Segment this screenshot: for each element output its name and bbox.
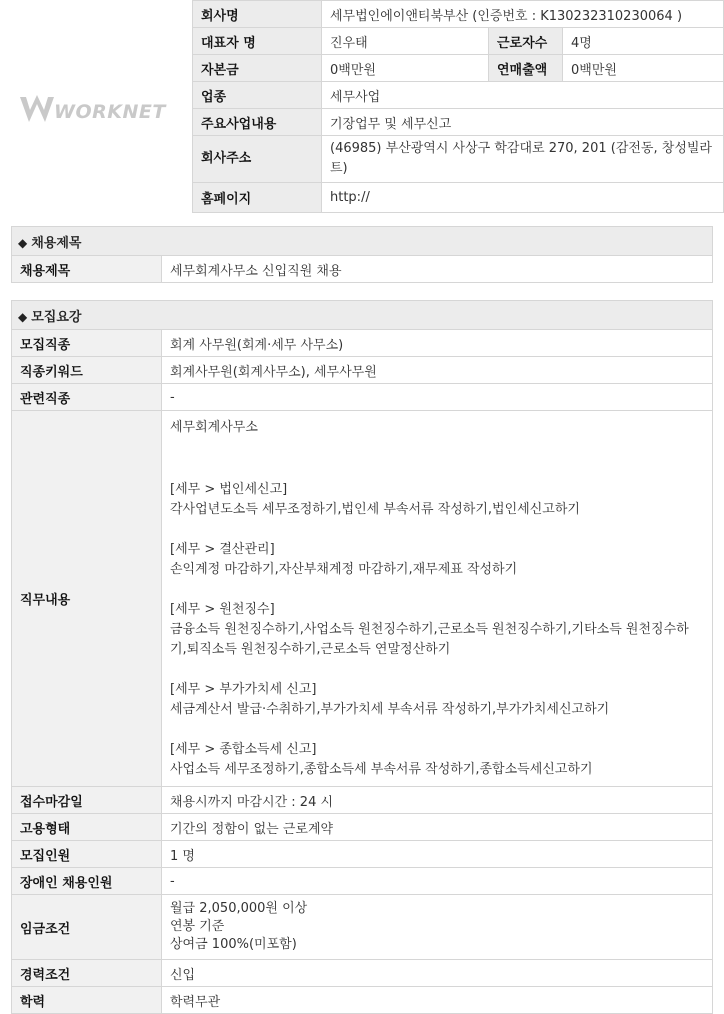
duty-content xyxy=(162,411,713,787)
recruit-title-label: 채용제목 xyxy=(12,256,162,283)
requirements-header-text: 모집요강 xyxy=(31,309,82,325)
sales-value: 0백만원 xyxy=(563,55,724,82)
duty-heading: [세무 > 법인세신고] xyxy=(170,482,288,497)
headcount-label: 모집인원 xyxy=(12,841,162,868)
duty-text: 세금계산서 발급·수취하기,부가가치세 부속서류 작성하기,부가가치세신고하기 xyxy=(170,702,610,717)
duty-heading: [세무 > 종합소득세 신고] xyxy=(170,742,317,757)
duty-block xyxy=(170,680,704,720)
business-label: 주요사업내용 xyxy=(193,109,322,136)
diamond-bullet-icon: ◆ xyxy=(18,235,28,250)
business-value: 기장업무 및 세무신고 xyxy=(322,109,724,136)
worknet-logo xyxy=(14,88,168,130)
related-job-value: - xyxy=(162,384,713,411)
keyword-label: 직종키워드 xyxy=(12,357,162,384)
industry-value: 세무사업 xyxy=(322,82,724,109)
duty-block xyxy=(170,480,704,520)
duty-text: 각사업년도소득 세무조정하기,법인세 부속서류 작성하기,법인세신고하기 xyxy=(170,502,580,517)
duty-text: 손익계정 마감하기,자산부채계정 마감하기,재무제표 작성하기 xyxy=(170,562,518,577)
homepage-link[interactable]: http:// xyxy=(322,183,724,213)
duty-text: 사업소득 세무조정하기,종합소득세 부속서류 작성하기,종합소득세신고하기 xyxy=(170,762,593,777)
duty-heading: [세무 > 결산관리] xyxy=(170,542,275,557)
duty-heading: [세무 > 부가가치세 신고] xyxy=(170,682,317,697)
education-label: 학력 xyxy=(12,987,162,1014)
ceo-label: 대표자 명 xyxy=(193,28,322,55)
duty-intro: 세무회계사무소 xyxy=(170,420,258,435)
employment-type-value: 기간의 정함이 없는 근로계약 xyxy=(162,814,713,841)
requirements-header xyxy=(12,301,713,330)
duty-text: 금융소득 원천징수하기,사업소득 원천징수하기,근로소득 원천징수하기,기타소득 원천징수하기,퇴직소득 원천징수하기,근로소득 연말정산하기 xyxy=(170,622,689,657)
homepage-label: 홈페이지 xyxy=(193,183,322,213)
company-name-value: 세무법인에이앤티북부산 (인증번호 : K130232310230064 ) xyxy=(322,1,724,28)
capital-label: 자본금 xyxy=(193,55,322,82)
recruit-title-value: 세무회계사무소 신입직원 채용 xyxy=(162,256,713,283)
company-info-table xyxy=(192,0,724,213)
keyword-value: 회계사무원(회계사무소), 세무사무원 xyxy=(162,357,713,384)
job-label: 모집직종 xyxy=(12,330,162,357)
wage-label: 임금조건 xyxy=(12,895,162,960)
workers-label: 근로자수 xyxy=(489,28,563,55)
worknet-logo-text: WORKNET xyxy=(54,101,166,123)
deadline-value: 채용시까지 마감시간 : 24 시 xyxy=(162,787,713,814)
related-job-label: 관련직종 xyxy=(12,384,162,411)
wage-line: 상여금 100%(미포함) xyxy=(170,937,297,952)
recruit-title-header-text: 채용제목 xyxy=(31,235,82,251)
recruit-title-section xyxy=(11,226,713,283)
wage-content xyxy=(162,895,713,960)
career-label: 경력조건 xyxy=(12,960,162,987)
duty-heading: [세무 > 원천징수] xyxy=(170,602,275,617)
recruit-title-header xyxy=(12,227,713,256)
duty-block xyxy=(170,600,704,660)
diamond-bullet-icon: ◆ xyxy=(18,309,28,324)
duty-block xyxy=(170,740,704,780)
workers-value: 4명 xyxy=(563,28,724,55)
company-name-label: 회사명 xyxy=(193,1,322,28)
duty-block xyxy=(170,540,704,580)
address-value: (46985) 부산광역시 사상구 학감대로 270, 201 (감전동, 창성빌라트) xyxy=(322,136,724,183)
disabled-hiring-value: - xyxy=(162,868,713,895)
ceo-value: 진우태 xyxy=(322,28,489,55)
requirements-section xyxy=(11,300,713,1014)
career-value: 신입 xyxy=(162,960,713,987)
industry-label: 업종 xyxy=(193,82,322,109)
address-label: 회사주소 xyxy=(193,136,322,183)
wage-line: 월급 2,050,000원 이상 xyxy=(170,901,308,916)
disabled-hiring-label: 장애인 채용인원 xyxy=(12,868,162,895)
capital-value: 0백만원 xyxy=(322,55,489,82)
duty-label: 직무내용 xyxy=(12,411,162,787)
education-value: 학력무관 xyxy=(162,987,713,1014)
job-value: 회계 사무원(회계·세무 사무소) xyxy=(162,330,713,357)
sales-label: 연매출액 xyxy=(489,55,563,82)
employment-type-label: 고용형태 xyxy=(12,814,162,841)
deadline-label: 접수마감일 xyxy=(12,787,162,814)
wage-line: 연봉 기준 xyxy=(170,919,225,934)
headcount-value: 1 명 xyxy=(162,841,713,868)
